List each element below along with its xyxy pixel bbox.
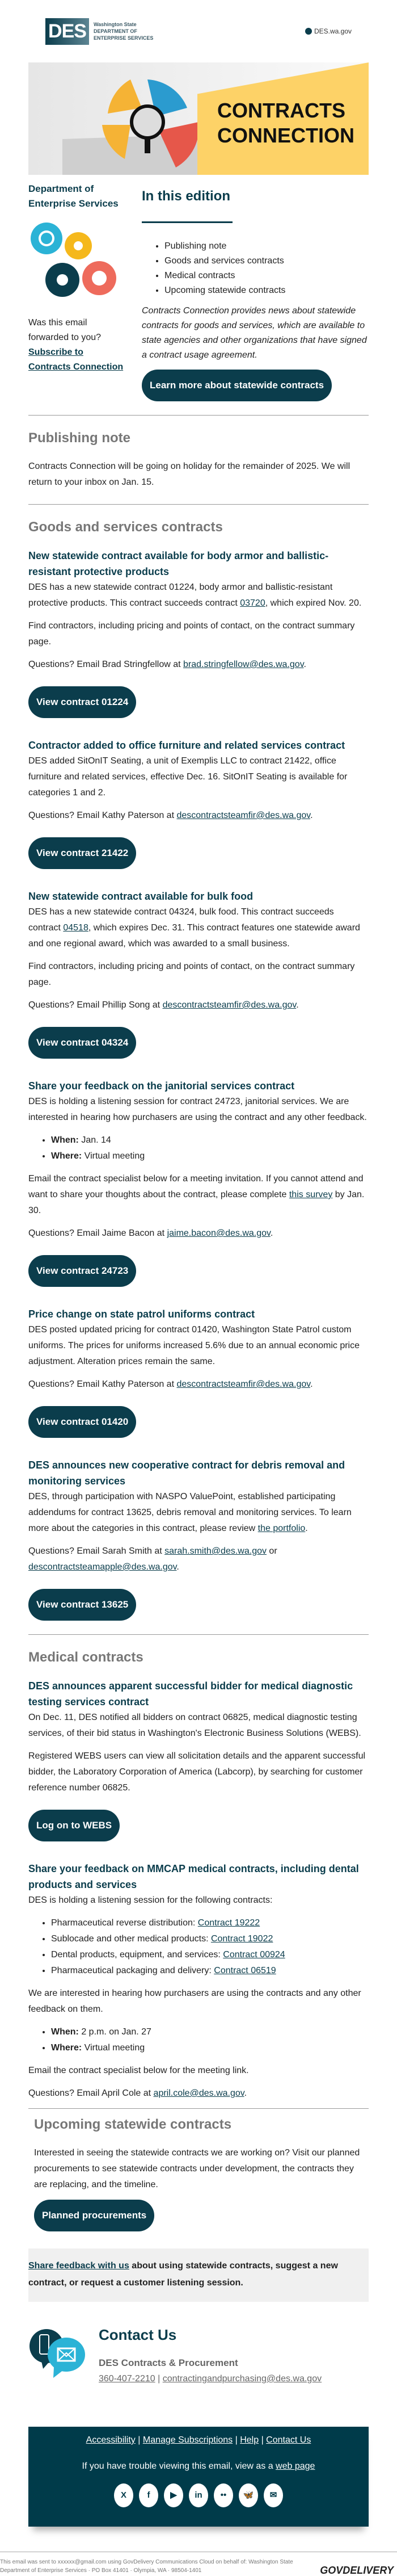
contact-line	[99, 2371, 322, 2387]
text: , which expires Dec. 31. This contract features one statewide award and one regional award, which was awarded to a small business.	[28, 923, 360, 949]
article-text: On Dec. 11, DES notified all bidders on contract 06825, medical diagnostic testing services, of their bid status in Washington's Electronic Business Solutions (WEBS).	[28, 1713, 361, 1738]
forward-text: Was this email forwarded to you?	[28, 318, 102, 342]
contract-link[interactable]: 03720	[240, 598, 265, 608]
legal-footer	[0, 2552, 397, 2575]
view-contract-button[interactable]: View contract 13625	[28, 1589, 136, 1621]
webs-login-button[interactable]: Log on to WEBS	[28, 1810, 120, 1841]
label: Where:	[51, 1151, 82, 1161]
article-text: Find contractors, including pricing and points of contact, on the contract summary page.	[28, 962, 355, 987]
article-text: Registered WEBS users can view all solicitation details and the apparent successful bidder, the Laboratory Corporation of America (Labcorp), by searching for customer reference number 06825.	[28, 1751, 366, 1793]
article-body-armor	[28, 548, 369, 718]
meeting-details	[51, 2024, 369, 2056]
article-bulk-food	[28, 888, 369, 1059]
phone-link[interactable]: 360-407-2210	[99, 2374, 155, 2384]
youtube-icon[interactable]: ▶	[164, 2483, 183, 2507]
view-contract-button[interactable]: View contract 24723	[28, 1255, 136, 1287]
meeting-details	[51, 1132, 369, 1164]
text: DES has a new statewide contract 01224, body armor and ballistic-resistant protective products. This contract succeeds contract	[28, 582, 333, 608]
article-title: DES announces new cooperative contract for debris removal and monitoring services	[28, 1459, 345, 1487]
email-link[interactable]: descontractsteamapple@des.wa.gov	[28, 1562, 177, 1572]
text: Questions? Email Kathy Paterson at	[28, 811, 177, 820]
article-office-furniture	[28, 737, 369, 869]
article-title: Price change on state patrol uniforms contract	[28, 1308, 255, 1320]
email-link[interactable]: contractingandpurchasing@des.wa.gov	[162, 2374, 322, 2384]
web-page-link[interactable]: web page	[276, 2461, 315, 2471]
list-item	[51, 1947, 369, 1963]
text: Pharmaceutical packaging and delivery:	[51, 1966, 214, 1975]
view-contract-button[interactable]: View contract 21422	[28, 837, 136, 869]
logo-mark: DES	[45, 18, 89, 45]
email-link[interactable]: descontractsteamfir@des.wa.gov	[162, 1000, 297, 1010]
article-text: DES posted updated pricing for contract 01420, Washington State Patrol custom uniforms. The prices for uniforms increased 5.6% due to an annual economic price adjustment. Alteration prices remain the same.	[28, 1325, 360, 1366]
contact-org: DES Contracts & Procurement	[99, 2357, 238, 2368]
view-contract-button[interactable]: View contract 01420	[28, 1406, 136, 1438]
upcoming-section	[28, 2116, 369, 2231]
bluesky-icon[interactable]: 🦋	[239, 2483, 258, 2507]
list-item: • Goods and services contracts	[164, 254, 369, 268]
contact-us-link[interactable]: Contact Us	[266, 2435, 311, 2445]
separator: |	[233, 2435, 240, 2445]
article-contact: Questions? Email Phillip Song at descontractsteamfir@des.wa.gov.	[28, 1000, 299, 1010]
article-contact: Questions? Email Kathy Paterson at descontractsteamfir@des.wa.gov.	[28, 1379, 313, 1389]
value: Jan. 14	[78, 1135, 111, 1145]
linkedin-icon[interactable]: in	[189, 2483, 208, 2507]
article-text: We are interested in hearing how purchasers are using the contracts and any other feedback on them.	[28, 1988, 361, 2014]
text: by Jan. 30.	[28, 1190, 365, 1215]
learn-more-button[interactable]: Learn more about statewide contracts	[142, 370, 332, 401]
text: Dental products, equipment, and services:	[51, 1950, 223, 1960]
contract-link[interactable]: 04518	[63, 923, 88, 933]
article-debris-removal	[28, 1457, 369, 1621]
site-link[interactable]	[305, 23, 352, 39]
list-item	[51, 2040, 369, 2056]
feedback-text: about using statewide contracts, suggest a new contract, or request a customer listening session.	[28, 2261, 338, 2288]
planned-procurements-button[interactable]: Planned procurements	[34, 2200, 154, 2231]
list-item	[51, 1931, 369, 1947]
article-title: New statewide contract available for bulk food	[28, 891, 254, 902]
text: Questions? Email Phillip Song at	[28, 1000, 163, 1010]
text: Pharmaceutical reverse distribution:	[51, 1918, 198, 1928]
separator: |	[259, 2435, 267, 2445]
contact-chat-icon	[28, 2325, 86, 2379]
contract-link[interactable]: Contract 00924	[223, 1950, 285, 1960]
text: Questions? Email Jaime Bacon at	[28, 1228, 167, 1238]
text: Questions? Email Sarah Smith at	[28, 1546, 165, 1556]
flickr-icon[interactable]: ••	[214, 2483, 233, 2507]
value: 2 p.m. on Jan. 27	[78, 2027, 151, 2037]
text: DES, through participation with NASPO ValuePoint, established participating addendums for contract 13625, debris removal and monitoring services. To learn more about the categories in this contract, please review	[28, 1492, 352, 1533]
article-title: Contractor added to office furniture and related services contract	[28, 740, 345, 751]
article-text: DES is holding a listening session for the following contracts:	[28, 1895, 273, 1905]
list-item	[51, 1148, 369, 1164]
magnifier-illustration	[62, 62, 210, 175]
article-contact: Questions? Email Jaime Bacon at jaime.bacon@des.wa.gov.	[28, 1228, 273, 1238]
section-heading-goods: Goods and services contracts	[28, 519, 223, 535]
accessibility-link[interactable]: Accessibility	[86, 2435, 136, 2445]
text: DES has a new statewide contract 04324, bulk food. This contract succeeds contract	[28, 907, 334, 933]
section-heading-publishing: Publishing note	[28, 430, 130, 446]
text: Email the contract specialist below for a meeting invitation. If you cannot attend and want to share your thoughts about the contract, please complete	[28, 1174, 364, 1199]
article-text: DES is holding a listening session for contract 24723, janitorial services. We are interested in hearing how purchasers are using the contract and any other feedback.	[28, 1097, 367, 1122]
trouble-text	[28, 2458, 369, 2474]
article-contact: Questions? Email Sarah Smith at sarah.smith@des.wa.gov or descontractsteamapple@des.wa.gov.	[28, 1546, 277, 1572]
value: Virtual meeting	[82, 1151, 145, 1161]
article-janitorial	[28, 1078, 369, 1287]
section-heading-upcoming: Upcoming statewide contracts	[34, 2117, 232, 2132]
list-item	[51, 1963, 369, 1979]
facebook-icon[interactable]: f	[139, 2483, 158, 2507]
article-text	[28, 1171, 369, 1219]
logo-line: ENTERPRISE SERVICES	[94, 35, 154, 41]
article-contact: Questions? Email Brad Stringfellow at brad.stringfellow@des.wa.gov.	[28, 660, 306, 669]
list-item: • Upcoming statewide contracts	[164, 283, 369, 298]
contract-link[interactable]: Contract 06519	[214, 1966, 276, 1975]
article-contact: Questions? Email Kathy Paterson at descontractsteamfir@des.wa.gov.	[28, 811, 313, 820]
list-item	[51, 1915, 369, 1931]
value: Virtual meeting	[82, 2043, 145, 2053]
article-text	[28, 580, 369, 611]
label: When:	[51, 1135, 79, 1145]
view-contract-button[interactable]: View contract 01224	[28, 686, 136, 718]
edition-list	[164, 239, 369, 298]
text: Questions? Email April Cole at	[28, 2088, 154, 2098]
email-link[interactable]: sarah.smith@des.wa.gov	[164, 1546, 267, 1556]
banner-title-line: CONTRACTS	[217, 99, 345, 122]
edition-description: Contracts Connection provides news about statewide contracts for goods and services, which are available to state agencies and other organizations that have signed a contract usage agreement.	[142, 306, 367, 360]
contract-link[interactable]: Contract 19222	[197, 1918, 260, 1928]
text: Questions? Email Brad Stringfellow at	[28, 660, 184, 669]
upcoming-text: Interested in seeing the statewide contracts we are working on? Visit our planned procurements to see statewide contracts under development, the contracts they are replacing, and the timeline.	[34, 2148, 360, 2189]
article-title: Share your feedback on MMCAP medical contracts, including dental products and services	[28, 1863, 359, 1890]
publishing-text: Contracts Connection will be going on holiday for the remainder of 2025. We will return to your inbox on Jan. 15.	[28, 462, 350, 487]
social-links	[28, 2483, 369, 2507]
manage-subscriptions-link[interactable]: Manage Subscriptions	[142, 2435, 233, 2445]
list-item: • Medical contracts	[164, 268, 369, 283]
divider	[28, 2108, 369, 2109]
separator: |	[135, 2435, 143, 2445]
edition-title: In this edition	[142, 188, 230, 204]
feedback-callout	[28, 2248, 369, 2302]
logo-line: DEPARTMENT OF	[94, 28, 137, 34]
header	[28, 0, 369, 62]
text: If you have trouble viewing this email, view as a	[82, 2461, 276, 2471]
des-logo[interactable]	[45, 18, 153, 45]
divider	[28, 415, 369, 416]
x-icon[interactable]: X	[114, 2483, 133, 2507]
footer	[28, 2427, 369, 2527]
legal-text: This email was sent to xxxxxx@gmail.com using GovDelivery Communications Cloud on behalf of: Washington State Department of Enterprise Services · PO Box 41401 · Olympia, WA · 98504-1401	[0, 2559, 293, 2574]
help-link[interactable]: Help	[240, 2435, 259, 2445]
article-patrol-uniforms	[28, 1306, 369, 1438]
email-subscribe-icon[interactable]: ✉	[264, 2483, 283, 2507]
site-link-label: DES.wa.gov	[314, 27, 352, 35]
article-text: Find contractors, including pricing and points of contact, on the contract summary page.	[28, 621, 355, 647]
divider	[28, 1634, 369, 1635]
email-link[interactable]: descontractsteamfir@des.wa.gov	[176, 1379, 311, 1389]
logo-text	[94, 21, 153, 41]
separator: |	[155, 2374, 163, 2384]
text: or	[266, 1546, 277, 1556]
contact-section	[28, 2302, 369, 2427]
globe-icon	[305, 28, 312, 35]
gears-icon	[28, 220, 119, 300]
article-mmcap	[28, 1861, 369, 2101]
banner-title-line: CONNECTION	[217, 124, 354, 147]
portfolio-link[interactable]: the portfolio	[257, 1524, 306, 1533]
list-item: • Publishing note	[164, 239, 369, 254]
article-title: New statewide contract available for body armor and ballistic-resistant protective products	[28, 550, 329, 577]
email-link[interactable]: brad.stringfellow@des.wa.gov	[183, 660, 304, 669]
list-item	[51, 2024, 369, 2040]
banner-title	[217, 98, 354, 148]
text: Sublocade and other medical products:	[51, 1934, 211, 1944]
survey-link[interactable]: this survey	[289, 1190, 333, 1199]
text: Questions? Email Kathy Paterson at	[28, 1379, 177, 1389]
govdelivery-logo[interactable]: GOVDELIVERY	[320, 2565, 394, 2576]
article-text	[28, 904, 369, 952]
contact-title: Contact Us	[99, 2326, 177, 2343]
article-text: Email the contract specialist below for the meeting link.	[28, 2066, 249, 2075]
divider	[142, 221, 233, 223]
article-title: Share your feedback on the janitorial services contract	[28, 1080, 295, 1092]
email-link[interactable]: descontractsteamfir@des.wa.gov	[176, 811, 311, 820]
share-feedback-link[interactable]: Share feedback with us	[28, 2261, 129, 2271]
subscribe-link[interactable]: Subscribe to Contracts Connection	[28, 347, 124, 372]
logo-line: Washington State	[94, 22, 137, 27]
article-text: DES, through participation with NASPO ValuePoint, established participating addendums for contract 13625, debris removal and monitoring services. To learn more about the categories in this contract, please review the portfolio.	[28, 1492, 352, 1533]
contract-list	[51, 1915, 369, 1979]
email-link[interactable]: jaime.bacon@des.wa.gov	[167, 1228, 271, 1238]
article-title: DES announces apparent successful bidder for medical diagnostic testing services contract	[28, 1680, 353, 1707]
banner	[28, 62, 369, 175]
article-text: DES added SitOnIT Seating, a unit of Exemplis LLC to contract 21422, office furniture and related services, effective Dec. 16. SitOnIT Seating is available for categories 1 and 2.	[28, 756, 348, 798]
divider	[28, 504, 369, 505]
section-heading-medical: Medical contracts	[28, 1650, 143, 1665]
view-contract-button[interactable]: View contract 04324	[28, 1027, 136, 1059]
article-diagnostic-testing	[28, 1678, 369, 1841]
contract-link[interactable]: Contract 19022	[210, 1934, 273, 1944]
footer-links	[28, 2432, 369, 2448]
email-link[interactable]: april.cole@des.wa.gov	[153, 2088, 244, 2098]
label: When:	[51, 2027, 79, 2037]
org-name: Department of Enterprise Services	[28, 183, 119, 209]
article-contact: Questions? Email April Cole at april.cole@des.wa.gov.	[28, 2088, 247, 2098]
text: , which expired Nov. 20.	[265, 598, 362, 608]
label: Where:	[51, 2043, 82, 2053]
list-item	[51, 1132, 369, 1148]
